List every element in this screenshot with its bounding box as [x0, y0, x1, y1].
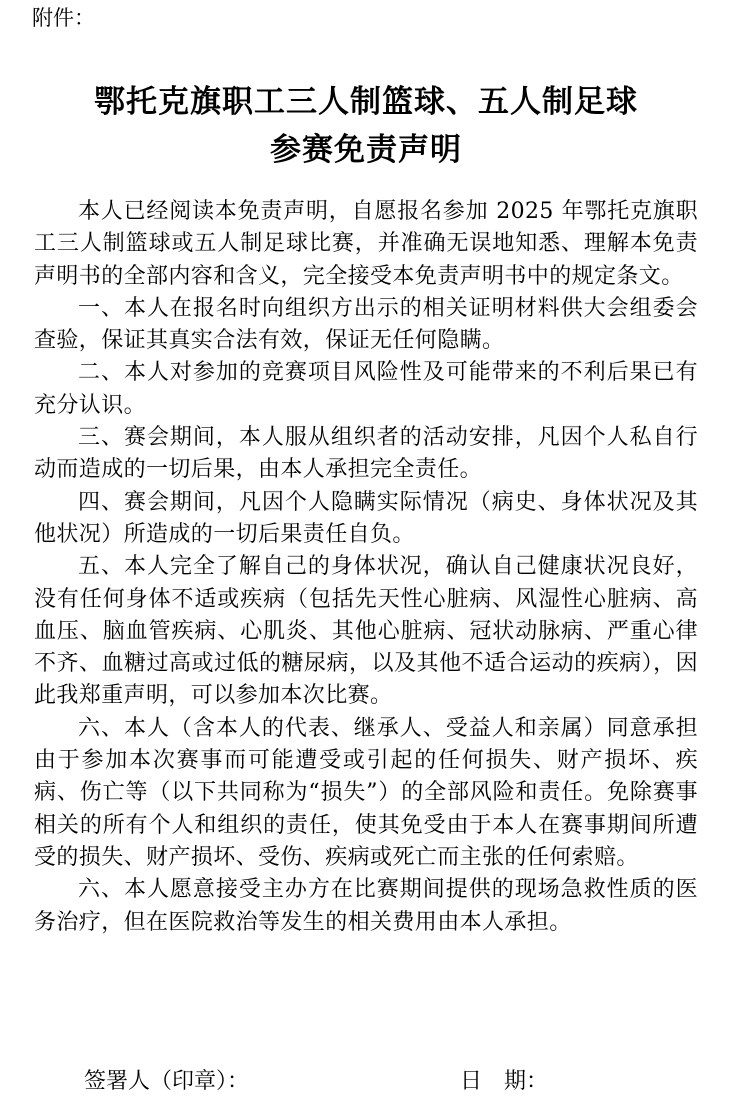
paragraph-intro: 本人已经阅读本免责声明，自愿报名参加 2025 年鄂托克旗职工三人制篮球或五人制足球比赛，并准确无误地知悉、理解本免责声明书的全部内容和含义，完全接受本免责声明书中的规定条文。 [34, 199, 698, 289]
paragraph-clause-5: 五、本人完全了解自己的身体状况，确认自己健康状况良好，没有任何身体不适或疾病（包括先天性心脏病、风湿性心脏病、高血压、脑血管疾病、心肌炎、其他心脏病、冠状动脉病、严重心律不齐、血糖过高或过低的糖尿病，以及其他不适合运动的疾病），因此我郑重声明，可以参加本次比赛。 [34, 554, 698, 709]
document-title-line-2: 参赛免责声明 [270, 132, 462, 168]
document-body [34, 196, 698, 939]
attachment-label: 附件： [32, 6, 95, 30]
paragraph-clause-6b: 六、本人愿意接受主办方在比赛期间提供的现场急救性质的医务治疗，但在医院救治等发生的相关费用由本人承担。 [34, 877, 698, 935]
paragraph-clause-1: 一、本人在报名时向组织方出示的相关证明材料供大会组委会查验，保证其真实合法有效，保证无任何隐瞒。 [34, 295, 698, 354]
paragraph-clause-2: 二、本人对参加的竞赛项目风险性及可能带来的不利后果已有充分认识。 [34, 360, 698, 418]
signer-label: 签署人（印章）： [84, 1069, 250, 1094]
paragraph-clause-3: 三、赛会期间，本人服从组织者的活动安排，凡因个人私自行动而造成的一切后果，由本人承担完全责任。 [34, 425, 698, 483]
date-label: 日 期： [460, 1069, 549, 1094]
signature-row [0, 1066, 732, 1100]
paragraph-clause-6: 六、本人（含本人的代表、继承人、受益人和亲属）同意承担由于参加本次赛事而可能遭受或引起的任何损失、财产损坏、疾病、伤亡等（以下共同称为“损失”）的全部风险和责任。免除赛事相关的所有个人和组织的责任，使其免受由于本人在赛事期间所遭受的损失、财产损坏、受伤、疾病或死亡而主张的任何索赔。 [34, 715, 698, 870]
paragraph-clause-4: 四、赛会期间，凡因个人隐瞒实际情况（病史、身体状况及其他状况）所造成的一切后果责任自负。 [34, 489, 698, 547]
document-title-line-1: 鄂托克旗职工三人制篮球、五人制足球 [94, 84, 638, 120]
